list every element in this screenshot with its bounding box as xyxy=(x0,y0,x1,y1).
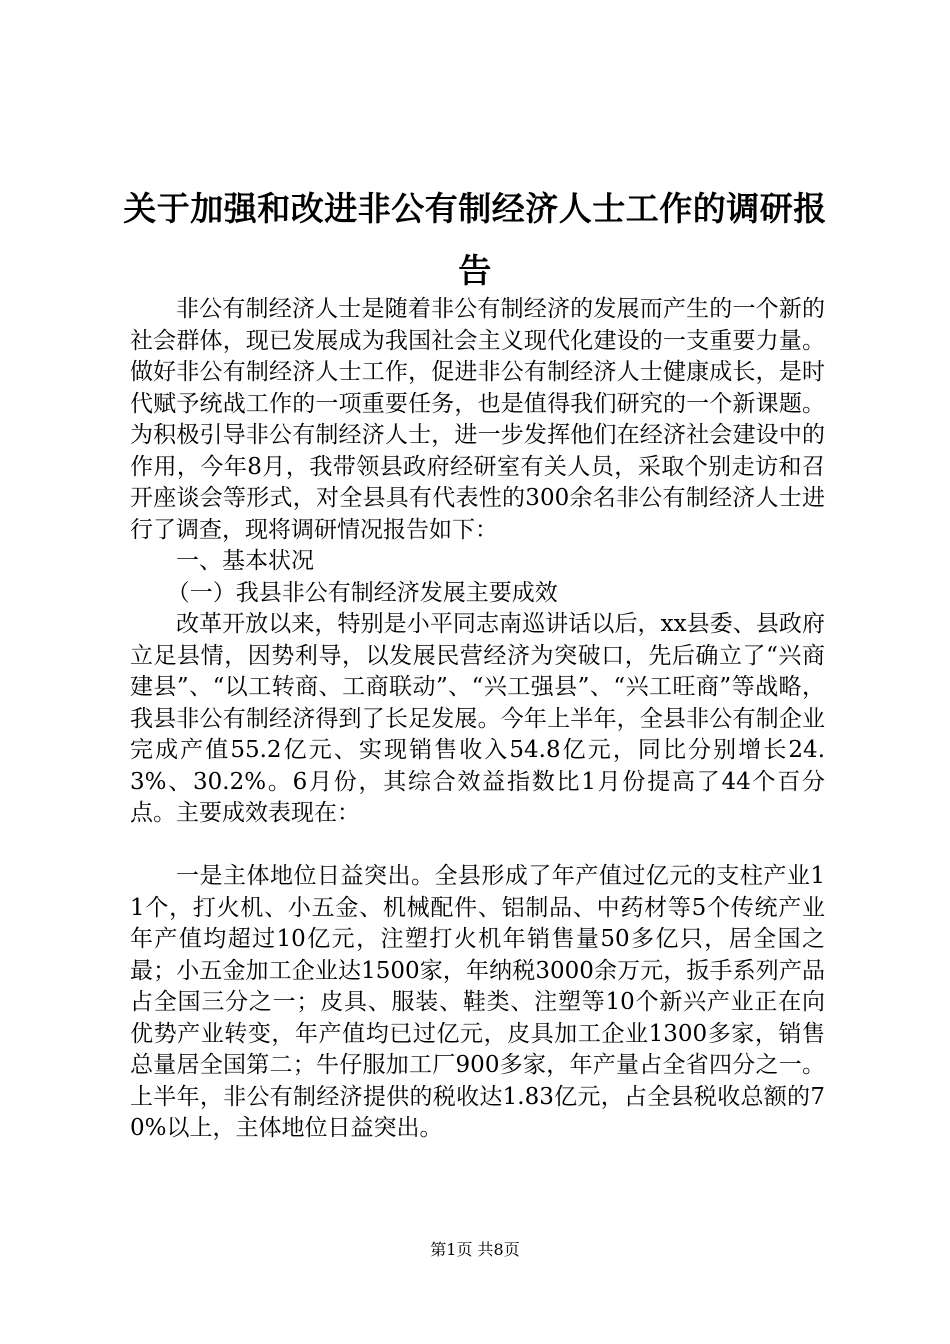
body-paragraph: 一是主体地位日益突出。全县形成了年产值过亿元的支柱产业11个，打火机、小五金、机械配件、铝制品、中药材等5个传统产业年产值均超过10亿元，注塑打火机年销售量50多亿只，居全国之最；小五金加工企业达1500家，年纳税3000余万元，扳手系列产品占全国三分之一；皮具、服装、鞋类、注塑等10个新兴产业正在向优势产业转变，年产值均已过亿元，皮具加工企业1300多家，销售总量居全国第二；牛仔服加工厂900多家，年产量占全省四分之一。上半年，非公有制经济提供的税收达1.83亿元，占全县税收总额的70%以上，主体地位日益突出。 xyxy=(130,863,825,1141)
paragraph-gap xyxy=(130,830,825,862)
subsection-heading: （一）我县非公有制经济发展主要成效 xyxy=(166,579,558,606)
document-title: 关于加强和改进非公有制经济人士工作的调研报告 xyxy=(123,189,827,290)
body-paragraph: 改革开放以来，特别是小平同志南巡讲话以后，xx县委、县政府立足县情，因势利导，以发展民营经济为突破口，先后确立了“兴商建县”、“以工转商、工商联动”、“兴工强县”、“兴工旺商”等战略，我县非公有制经济得到了长足发展。今年上半年，全县非公有制企业完成产值55.2亿元、实现销售收入54.8亿元，同比分别增长24.3%、30.2%。6月份，其综合效益指数比1月份提高了44个百分点。主要成效表现在： xyxy=(130,611,825,826)
page-number: 第1页 共8页 xyxy=(430,1240,520,1259)
document-body xyxy=(130,294,825,1145)
section-heading: 一、基本状况 xyxy=(176,548,314,574)
intro-paragraph: 非公有制经济人士是随着非公有制经济的发展而产生的一个新的社会群体，现已发展成为我国社会主义现代化建设的一支重要力量。做好非公有制经济人士工作，促进非公有制经济人士健康成长，是时代赋予统战工作的一项重要任务，也是值得我们研究的一个新课题。为积极引导非公有制经济人士，进一步发挥他们在经济社会建设中的作用，今年8月，我带领县政府经研室有关人员，采取个别走访和召开座谈会等形式，对全县具有代表性的300余名非公有制经济人士进行了调查，现将调研情况报告如下： xyxy=(130,296,825,543)
